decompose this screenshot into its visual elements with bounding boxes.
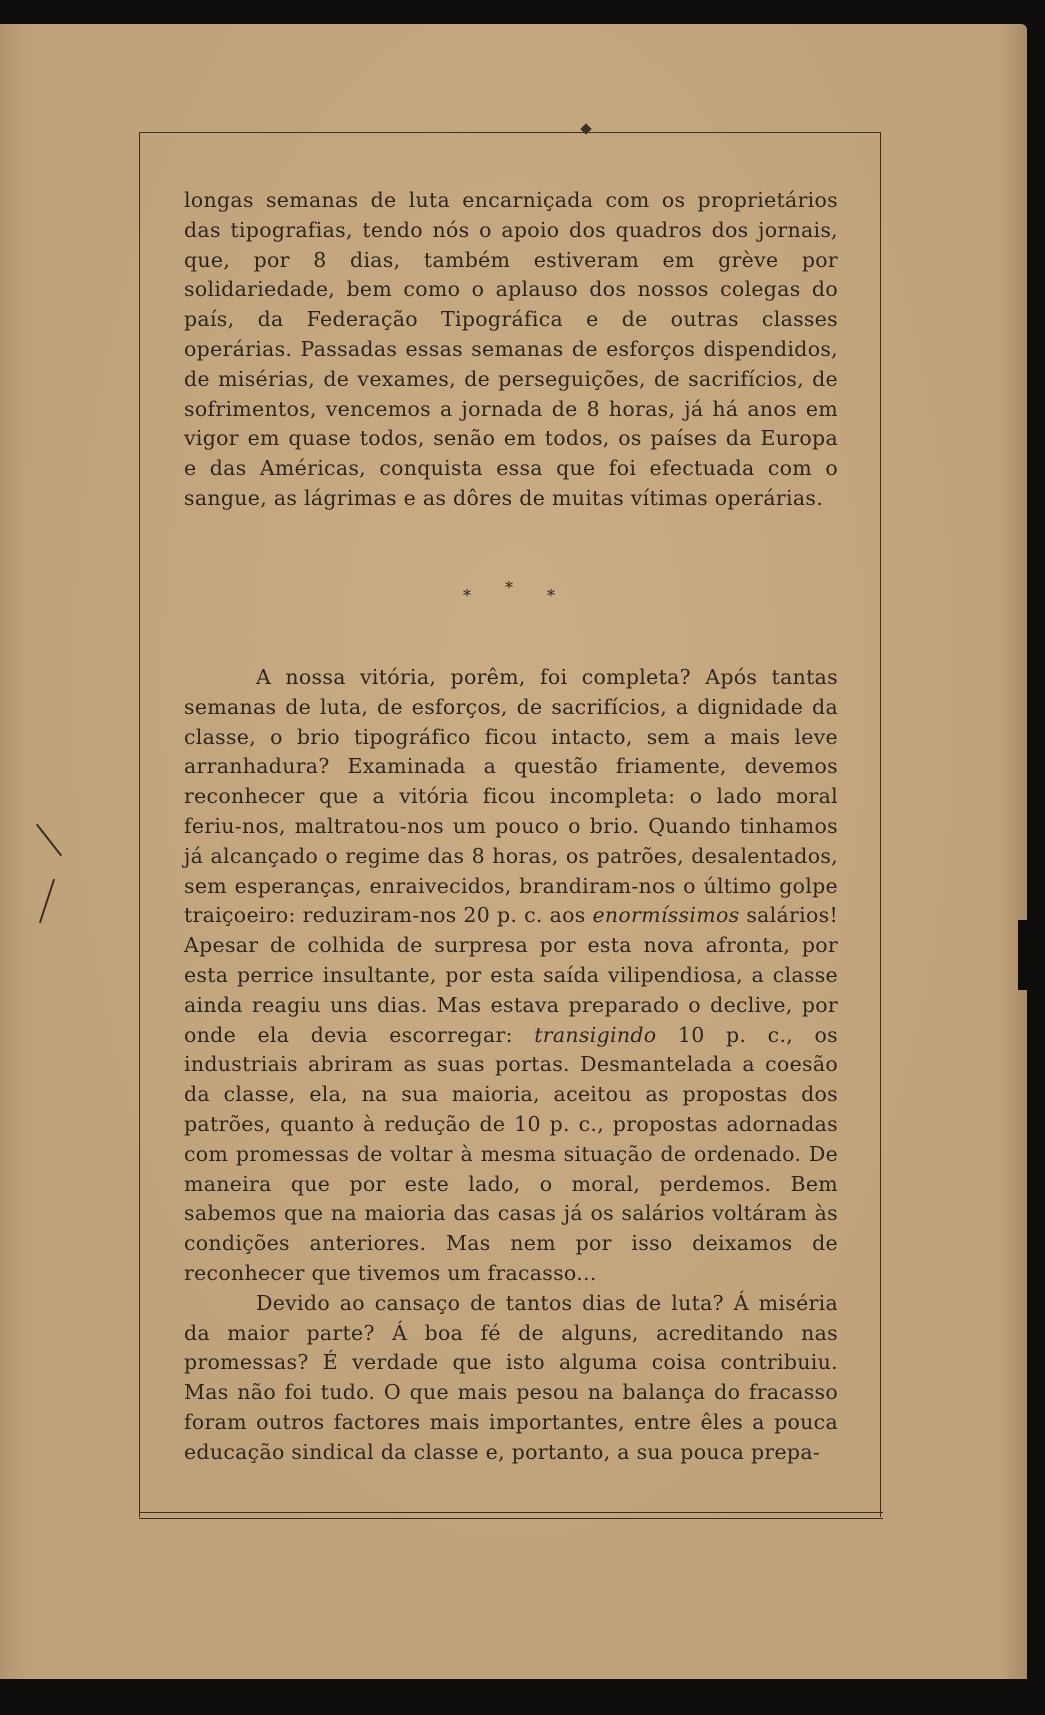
body-text-top	[184, 186, 838, 514]
paragraph-2-italic: enormíssimos	[592, 903, 740, 928]
paragraph-2-text: 10 p. c., os industriais abriram as suas portas. Desmantelada a coesão da classe, ela, na sua maioria, aceitou as propostas dos patrões, quanto à redução de 10 p. c., propostas adornadas com promessas de voltar à mesma situação de ordenado. De maneira que por este lado, o moral, perdemos. Bem sabemos que na maioria das casas já os salários voltáram às condições anteriores. Mas nem por isso deixamos de reconhecer que tivemos um fracasso...	[184, 1022, 838, 1285]
section-separator	[455, 578, 575, 608]
body-text-bottom	[184, 663, 838, 1468]
asterisk: *	[547, 586, 555, 605]
paragraph-1: longas semanas de luta encarniçada com os proprietários das tipografias, tendo nós o apoio dos quadros dos jornais, que, por 8 dias, também estiveram em grève por solidariedade, bem como o aplauso dos nossos colegas do país, da Federação Tipográfica e de outras classes operárias. Passadas essas semanas de esforços dispendidos, de misérias, de vexames, de perseguições, de sacrifícios, de sofrimentos, vencemos a jornada de 8 horas, já há anos em vigor em quase todos, senão em todos, os países da Europa e das Américas, conquista essa que foi efectuada com o sangue, as lágrimas e as dôres de muitas vítimas operárias.	[184, 188, 838, 510]
paragraph-3: Devido ao cansaço de tantos dias de luta? Á miséria da maior parte? Á boa fé de alguns, acreditando nas promessas? É verdade que isto alguma coisa contribuiu. Mas não foi tudo. O que mais pesou na balança do fracasso foram outros factores mais importantes, entre êles a pouca educação sindical da classe e, portanto, a sua pouca prepa-	[184, 1290, 838, 1464]
asterisk: *	[505, 578, 513, 597]
paragraph-2-text: salários! Apesar de colhida de surpresa por esta nova afronta, por esta perrice insultante, por esta saída vilipendiosa, a classe ainda reagiu uns dias. Mas estava preparado o declive, por onde ela devia escorregar:	[184, 903, 838, 1047]
frame-bottom-rule	[139, 1512, 883, 1513]
paragraph-2	[184, 663, 838, 1289]
paragraph-2-italic: transigindo	[534, 1022, 657, 1047]
paragraph-2-text: A nossa vitória, porêm, foi completa? Após tantas semanas de luta, de esforços, de sacrifícios, a dignidade da classe, o brio tipográfico ficou intacto, sem a mais leve arranhadura? Examinada a questão friamente, devemos reconhecer que a vitória ficou incompleta: o lado moral feriu-nos, maltratou-nos um pouco o brio. Quando tinhamos já alcançado o regime das 8 horas, os patrões, desalentados, sem esperanças, enraivecidos, brandiram-nos o último golpe traiçoeiro: reduziram-nos 20 p. c. aos	[184, 665, 838, 928]
frame-bottom-rule-thin	[139, 1518, 883, 1519]
asterisk: *	[463, 586, 471, 605]
torn-edge	[1018, 920, 1028, 990]
